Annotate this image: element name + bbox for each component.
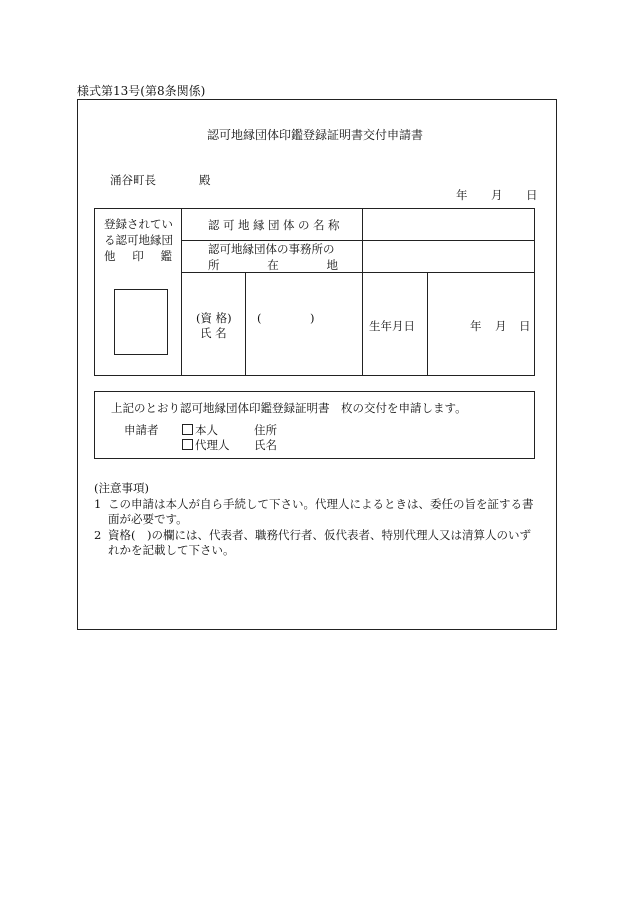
date-month-label: 月 [491,188,503,202]
applicant-name-label: 氏名 [254,438,277,452]
table-divider [181,240,535,241]
qualification-paren-close: ) [310,311,315,325]
seal-label-char: 印 [132,249,144,263]
table-divider [427,272,428,376]
note-text: れかを記載して下さい。 [108,543,235,557]
representative-name-field[interactable] [249,330,359,370]
document-title: 認可地縁団体印鑑登録証明書交付申請書 [206,128,423,142]
group-name-label: 認可地縁団体の名称 [208,218,343,232]
birth-date-label: 生年月日 [369,319,415,333]
seal-label-char: 鑑 [160,249,172,263]
application-statement: 上記のとおり認可地縁団体印鑑登録証明書 枚の交付を申請します。 [111,401,467,415]
seal-label-char: 他 [104,249,116,263]
office-label-line2 [208,258,338,272]
option-agent[interactable] [182,438,230,452]
note-text: この申請は本人が自ら手続して下さい。代理人によるときは、委任の旨を証する書 [108,497,534,511]
office-label-char: 在 [267,258,279,272]
office-label-char: 地 [326,258,338,272]
note-number: 2 [94,528,102,542]
table-divider [245,272,246,376]
office-label-line1: 認可地縁団体の事務所の [208,242,335,256]
date-year-label: 年 [456,188,468,202]
option-self-label: 本人 [195,423,218,437]
option-agent-label: 代理人 [195,438,230,452]
birth-day-label: 日 [519,319,531,333]
addressee-name: 涌谷町長 [110,173,156,187]
representative-name-label: 氏 名 [200,326,227,340]
office-label-char: 所 [208,258,220,272]
note-text: 資格( )の欄には、代表者、職務代行者、仮代表者、特別代理人又は清算人のいず [108,528,531,542]
office-address-field[interactable] [366,244,532,270]
group-name-field[interactable] [366,212,532,238]
seal-label-line1: 登録されてい [104,217,173,231]
seal-label-line3 [104,249,172,263]
table-divider [362,208,363,376]
checkbox-icon[interactable] [182,424,193,435]
seal-impression-box[interactable] [114,289,168,355]
qualification-label: (資 格) [196,311,232,325]
note-text: 面が必要です。 [108,512,188,526]
note-number: 1 [94,497,102,511]
applicant-address-label: 住所 [254,423,277,437]
seal-label-line2: る認可地縁団 [104,233,173,247]
qualification-paren-open: ( [257,311,262,325]
applicant-label: 申請者 [124,423,159,437]
notes-heading: (注意事項) [94,481,149,495]
birth-month-label: 月 [495,319,507,333]
date-day-label: 日 [526,188,538,202]
addressee-honorific: 殿 [199,173,211,187]
form-number: 様式第13号(第8条関係) [77,84,206,98]
checkbox-icon[interactable] [182,439,193,450]
option-self[interactable] [182,423,218,437]
table-divider [181,208,182,376]
birth-year-label: 年 [470,319,482,333]
